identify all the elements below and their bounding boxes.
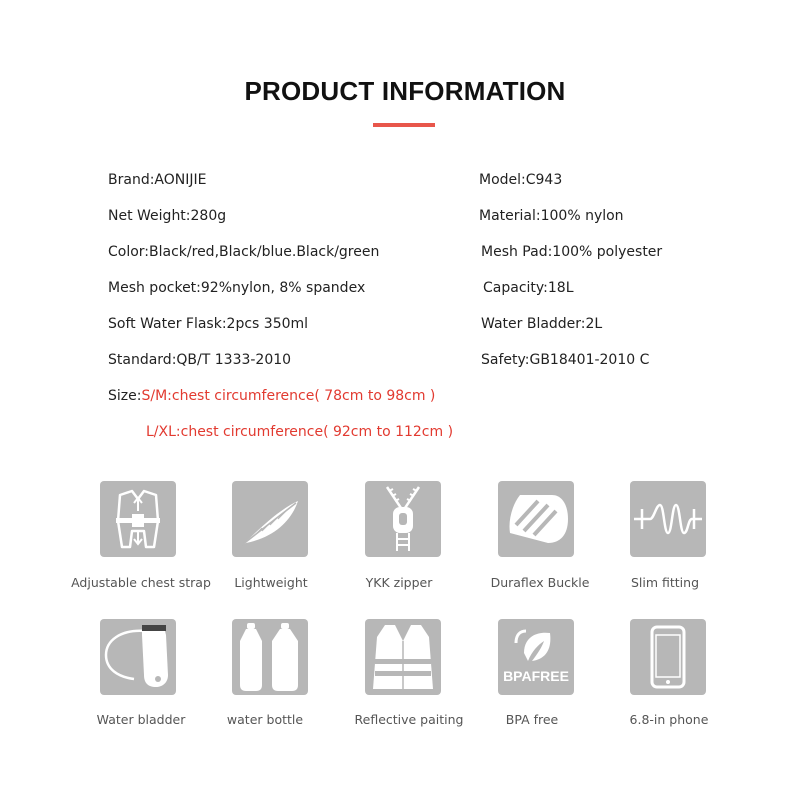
page-title: PRODUCT INFORMATION — [244, 76, 566, 106]
feather-icon — [232, 481, 308, 557]
spec-capacity: Capacity:18L — [483, 280, 574, 296]
spec-mesh-pad: Mesh Pad:100% polyester — [481, 244, 663, 260]
size-label: Size: — [108, 388, 142, 404]
zipper-icon — [365, 481, 441, 557]
spec-size — [108, 388, 435, 404]
feature-label-ykk-zipper: YKK zipper — [365, 575, 433, 590]
feature-label-chest-strap: Adjustable chest strap — [71, 575, 211, 590]
spec-model: Model:C943 — [479, 172, 563, 188]
feature-label-bpa-free: BPA free — [505, 712, 559, 727]
feature-label-reflective: Reflective paiting — [354, 712, 464, 727]
spec-net-weight: Net Weight:280g — [108, 208, 227, 224]
buckle-icon — [498, 481, 574, 557]
water-bottle-icon — [232, 619, 308, 695]
slim-fit-icon — [630, 481, 706, 557]
bpa-free-icon — [498, 619, 574, 695]
feature-label-water-bladder: Water bladder — [96, 712, 186, 727]
reflective-vest-icon — [365, 619, 441, 695]
feature-label-water-bottle: water bottle — [226, 712, 304, 727]
spec-water-bladder: Water Bladder:2L — [481, 316, 603, 332]
spec-material: Material:100% nylon — [479, 208, 624, 224]
spec-mesh-pocket: Mesh pocket:92%nylon, 8% spandex — [108, 280, 366, 296]
feature-label-lightweight: Lightweight — [234, 575, 308, 590]
water-bladder-icon — [100, 619, 176, 695]
spec-standard: Standard:QB/T 1333-2010 — [108, 352, 292, 368]
feature-label-slim-fitting: Slim fitting — [630, 575, 700, 590]
spec-color: Color:Black/red,Black/blue.Black/green — [108, 244, 380, 260]
spec-soft-flask: Soft Water Flask:2pcs 350ml — [108, 316, 309, 332]
feature-label-phone: 6.8-in phone — [629, 712, 709, 727]
bpa-badge-text: BPAFREE — [503, 668, 569, 684]
title-underline — [373, 123, 435, 127]
feature-label-buckle: Duraflex Buckle — [490, 575, 590, 590]
spec-safety: Safety:GB18401-2010 C — [481, 352, 650, 368]
chest-strap-icon — [100, 481, 176, 557]
phone-icon — [630, 619, 706, 695]
size-sm: S/M:chest circumference( 78cm to 98cm ) — [141, 388, 436, 404]
size-lxl: L/XL:chest circumference( 92cm to 112cm ) — [146, 424, 454, 440]
spec-brand: Brand:AONIJIE — [108, 172, 207, 188]
